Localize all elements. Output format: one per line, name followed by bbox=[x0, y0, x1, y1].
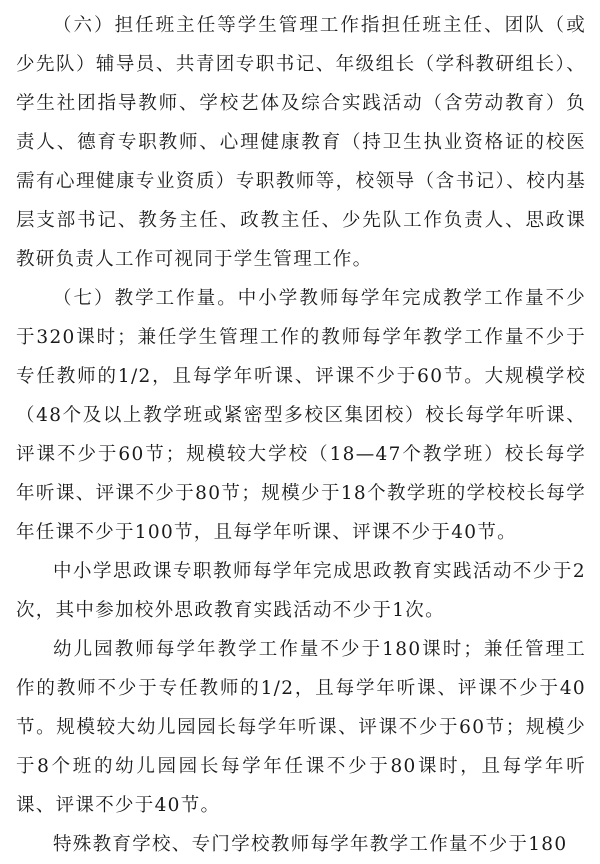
paragraph-ideology-course-practice: 中小学思政课专职教师每学年完成思政教育实践活动不少于2次，其中参加校外思政教育实践活动不少于1次。 bbox=[16, 561, 586, 621]
paragraph-class-management-definition: （六）担任班主任等学生管理工作指担任班主任、团队（或少先队）辅导员、共青团专职书记、年级组长（学科教研组长）、学生社团指导教师、学校艺体及综合实践活动（含劳动教育）负责人、德育专职教师、心理健康教育（持卫生执业资格证的校医需有心理健康专业资质）专职教师等，校领导（含书记）、校内基层支部书记、教务主任、政教主任、少先队工作负责人、思政课教研负责人工作可视同于学生管理工作。 bbox=[16, 15, 586, 270]
paragraph-special-education-workload: 特殊教育学校、专门学校教师每学年教学工作量不少于180 bbox=[53, 834, 568, 855]
paragraph-kindergarten-workload: 幼儿园教师每学年教学工作量不少于180课时；兼任管理工作的教师不少于专任教师的1/2，且每学年听课、评课不少于40节。规模较大幼儿园园长每学年听课、评课不少于60节；规模少于8个班的幼儿园园长每学年任课不少于80课时，且每学年听课、评课不少于40节。 bbox=[16, 639, 586, 816]
paragraph-teaching-workload: （七）教学工作量。中小学教师每学年完成教学工作量不少于320课时；兼任学生管理工作的教师每学年教学工作量不少于专任教师的1/2，且每学年听课、评课不少于60节。大规模学校（48个及以上教学班或紧密型多校区集团校）校长每学年听课、评课不少于60节；规模较大学校（18—47个教学班）校长每学年听课、评课不少于80节；规模少于18个教学班的学校校长每学年任课不少于100节，且每学年听课、评课不少于40节。 bbox=[16, 288, 586, 543]
